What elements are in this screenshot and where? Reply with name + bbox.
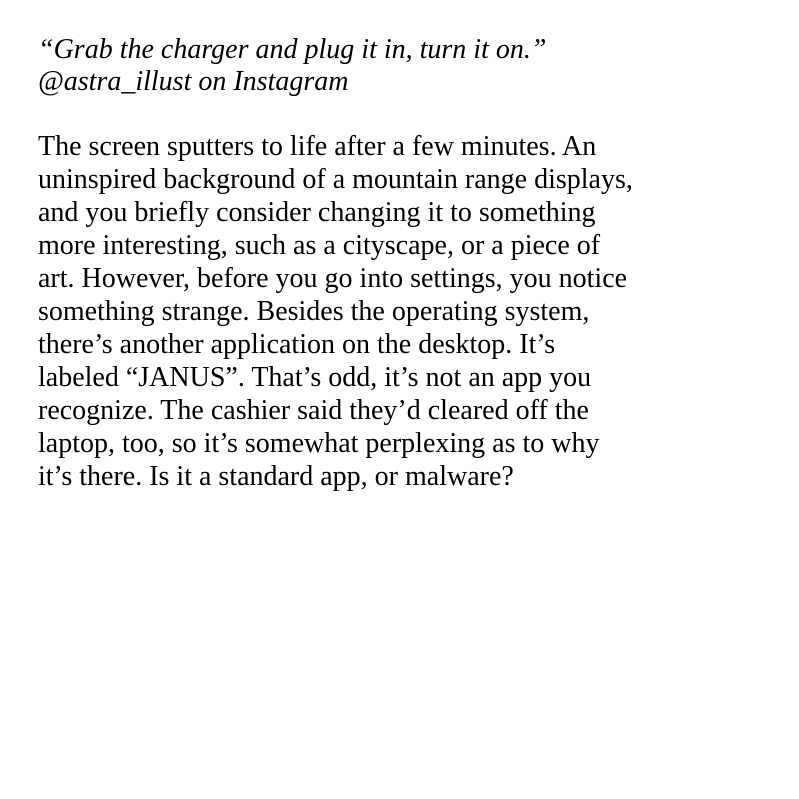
- story-line: art. However, before you go into settings, you notice: [38, 263, 628, 294]
- story-line: more interesting, such as a cityscape, or a piece of: [38, 230, 601, 261]
- story-line: it’s there. Is it a standard app, or malware?: [38, 461, 514, 492]
- story-line: laptop, too, so it’s somewhat perplexing as to why: [38, 428, 600, 459]
- story-line: there’s another application on the desktop. It’s: [38, 329, 556, 360]
- document-page: [38, 34, 778, 493]
- story-line: uninspired background of a mountain range displays,: [38, 164, 633, 195]
- story-line: labeled “JANUS”. That’s odd, it’s not an app you: [38, 362, 592, 393]
- story-line: and you briefly consider changing it to something: [38, 197, 596, 228]
- prompt-credit: @astra_illust on Instagram: [38, 66, 349, 97]
- story-line: something strange. Besides the operating system,: [38, 296, 590, 327]
- prompt-block: [38, 34, 778, 98]
- prompt-quote: “Grab the charger and plug it in, turn it on.”: [38, 34, 547, 65]
- story-line: recognize. The cashier said they’d cleared off the: [38, 395, 589, 426]
- story-line: The screen sputters to life after a few minutes. An: [38, 131, 597, 162]
- story-paragraph: [38, 130, 778, 493]
